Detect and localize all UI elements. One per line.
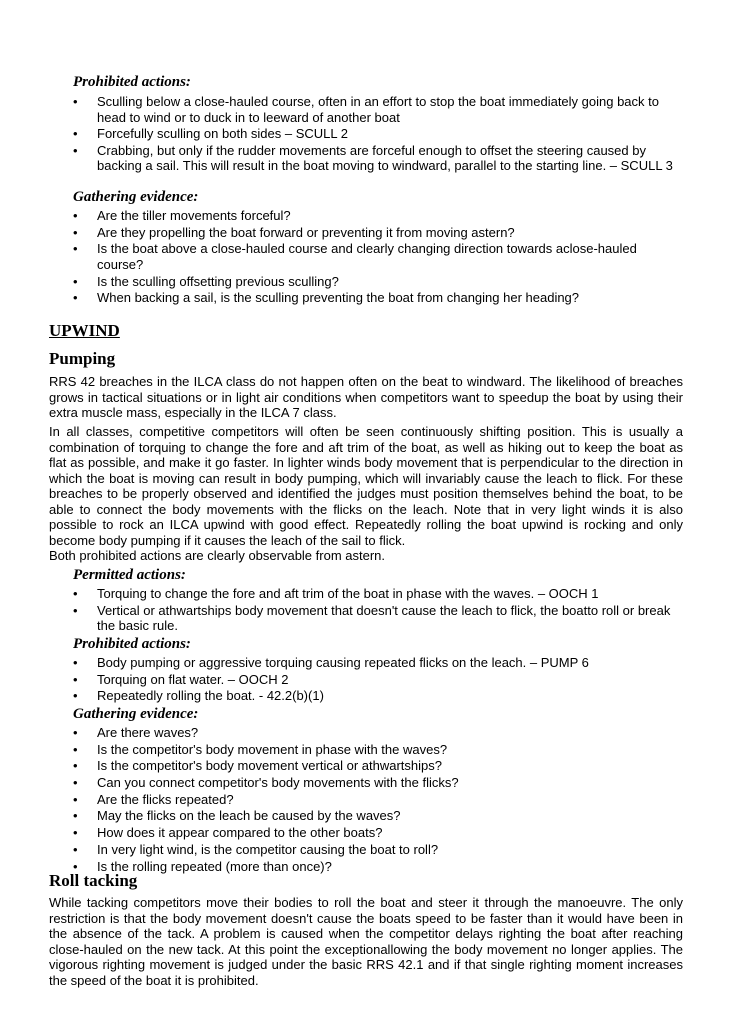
- pumping-heading: Pumping: [49, 349, 116, 368]
- list-item: • Sculling below a close-hauled course, often in an effort to stop the boat immediately going back to head to wind or to duck in to leeward of another boat: [73, 94, 683, 125]
- pumping-paragraph-1: RRS 42 breaches in the ILCA class do not happen often on the beat to windward. The likelihood of breaches grows in tactical situations or in light air conditions when competitors want to speedup the boat by using their extra muscle mass, especially in the ILCA 7 class.: [49, 374, 683, 420]
- upwind-section-heading: UPWIND: [49, 321, 120, 340]
- prohibited-actions-list-2: [73, 655, 683, 705]
- list-item: • Torquing on flat water. – OOCH 2: [73, 672, 683, 688]
- list-item: • Are the flicks repeated?: [73, 792, 683, 808]
- list-item: • Repeatedly rolling the boat. - 42.2(b)(1): [73, 688, 683, 704]
- list-item: • When backing a sail, is the sculling preventing the boat from changing her heading?: [73, 290, 683, 306]
- prohibited-actions-heading-2: Prohibited actions:: [73, 636, 191, 652]
- list-item: • Body pumping or aggressive torquing causing repeated flicks on the leach. – PUMP 6: [73, 655, 683, 671]
- prohibited-actions-list: [73, 94, 683, 175]
- roll-tacking-paragraph: While tacking competitors move their bodies to roll the boat and steer it through the manoeuvre. The only restriction is that the body movement doesn't cause the boats speed to be faster than it would have been in the absence of the tack. A problem is caused when the competitor delays righting the boat after reaching close-hauled on the new tack. At this point the exceptionallowing the body movement no longer applies. The vigorous righting movement is judged under the basic RRS 42.1 and if that single righting moment increases the speed of the boat it is prohibited.: [49, 895, 683, 988]
- list-item: • Is the competitor's body movement vertical or athwartships?: [73, 758, 683, 774]
- permitted-actions-heading: Permitted actions:: [73, 567, 186, 583]
- pumping-paragraph-2: In all classes, competitive competitors will often be seen continuously shifting position. This is usually a combination of torquing to change the fore and aft trim of the boat, as well as hiking out to keep the boat as flat as possible, and make it go faster. In lighter winds body movement that is perpendicular to the direction in which the boat is moving can result in body pumping, which will invariably cause the leach to flick. For these breaches to be properly observed and identified the judges must position themselves behind the boat, to be able to connect the body movements with the flicks on the leach. Note that in very light winds it is also possible to rock an ILCA upwind with good effect. Repeatedly rolling the boat upwind is rocking and only become body pumping if it causes the leach of the sail to flick.: [49, 424, 683, 548]
- list-item: • Crabbing, but only if the rudder movements are forceful enough to offset the steering caused by backing a sail. This will result in the boat moving to windward, parallel to the starting line. – SCULL 3: [73, 143, 683, 174]
- list-item: • Are they propelling the boat forward or preventing it from moving astern?: [73, 225, 683, 241]
- list-item: • May the flicks on the leach be caused by the waves?: [73, 808, 683, 824]
- roll-tacking-heading: Roll tacking: [49, 871, 138, 890]
- list-item: • Forcefully sculling on both sides – SCULL 2: [73, 126, 683, 142]
- list-item: • In very light wind, is the competitor causing the boat to roll?: [73, 842, 683, 858]
- prohibited-actions-heading: Prohibited actions:: [73, 74, 191, 90]
- gathering-evidence-list-2: [73, 725, 683, 875]
- list-item: • Are the tiller movements forceful?: [73, 208, 683, 224]
- gathering-evidence-heading-2: Gathering evidence:: [73, 706, 199, 722]
- list-item: • Is the sculling offsetting previous sculling?: [73, 274, 683, 290]
- gathering-evidence-list: [73, 208, 683, 307]
- gathering-evidence-heading: Gathering evidence:: [73, 189, 199, 205]
- list-item: • Are there waves?: [73, 725, 683, 741]
- permitted-actions-list: [73, 586, 683, 635]
- list-item: • Torquing to change the fore and aft trim of the boat in phase with the waves. – OOCH 1: [73, 586, 683, 602]
- pumping-paragraph-3: Both prohibited actions are clearly observable from astern.: [49, 548, 386, 563]
- list-item: • Is the rolling repeated (more than once)?: [73, 859, 683, 875]
- list-item: • Is the competitor's body movement in phase with the waves?: [73, 742, 683, 758]
- list-item: • Is the boat above a close-hauled course and clearly changing direction towards aclose-hauled course?: [73, 241, 683, 272]
- list-item: • Can you connect competitor's body movements with the flicks?: [73, 775, 683, 791]
- list-item: • Vertical or athwartships body movement that doesn't cause the leach to flick, the boatto roll or break the basic rule.: [73, 603, 683, 634]
- list-item: • How does it appear compared to the other boats?: [73, 825, 683, 841]
